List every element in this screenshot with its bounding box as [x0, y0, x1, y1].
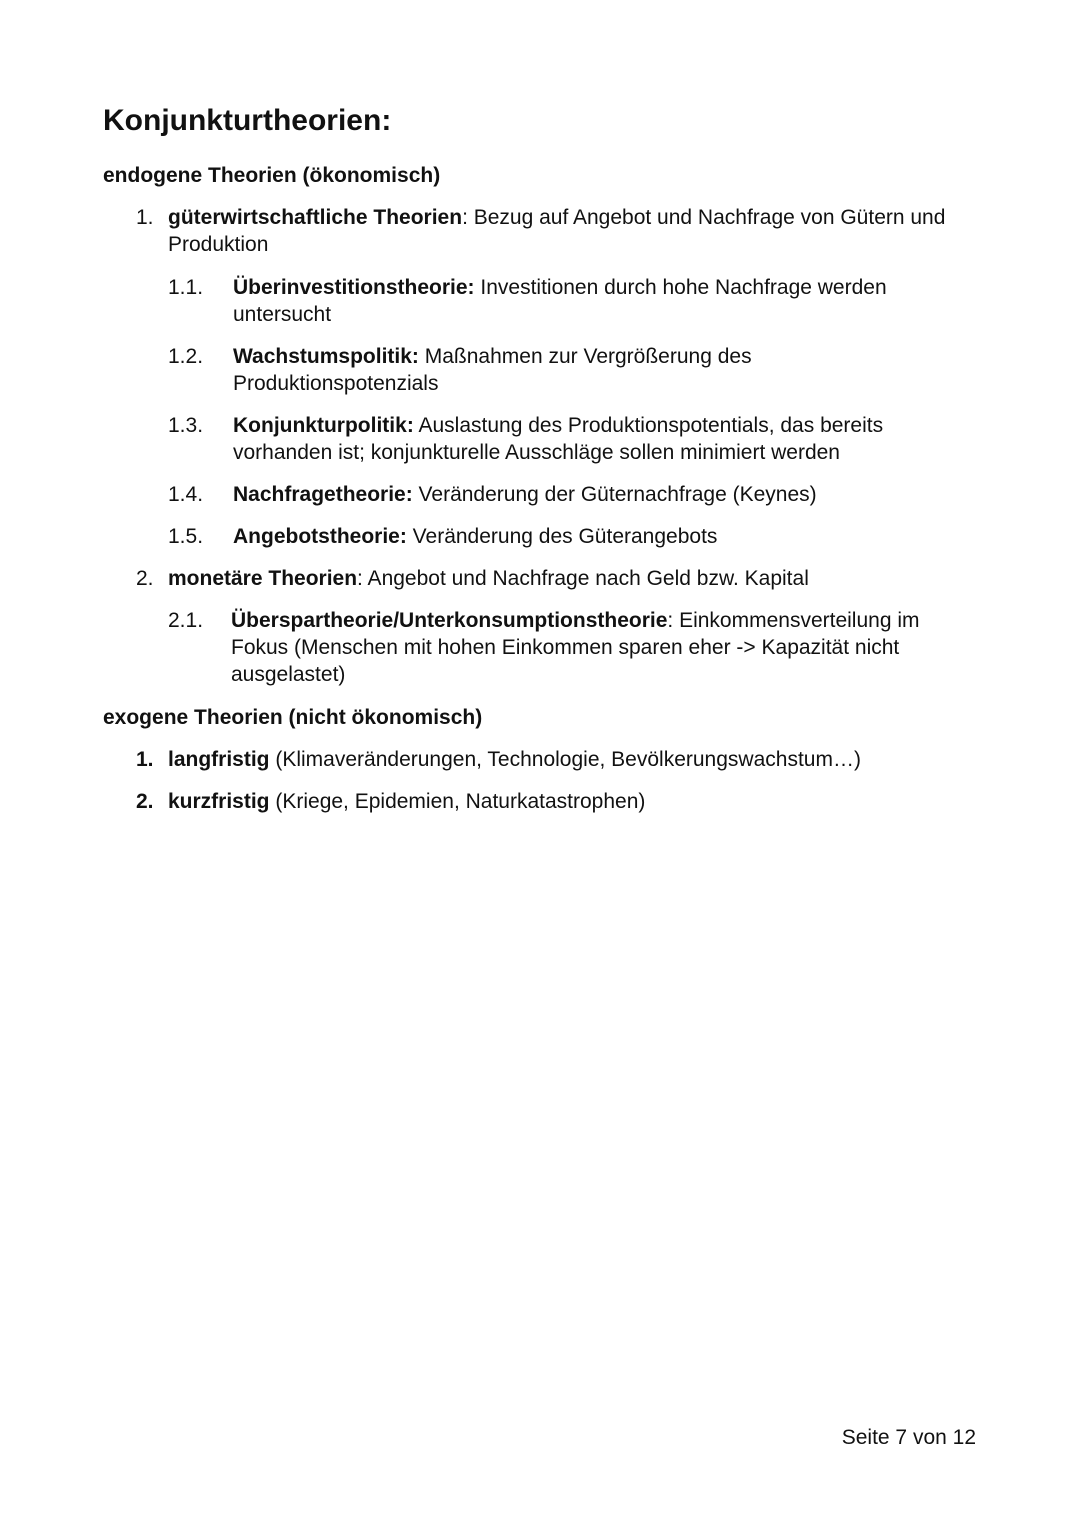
list-text: [231, 607, 956, 688]
list-term: langfristig: [168, 748, 270, 771]
list-desc: : Bezug auf Angebot und Nachfrage von Gütern und Produktion: [168, 206, 946, 256]
list-desc: Veränderung des Güterangebots: [406, 525, 718, 548]
list-desc: (Kriege, Epidemien, Naturkatastrophen): [269, 790, 646, 813]
section-heading-endogen: endogene Theorien (ökonomisch): [103, 164, 441, 187]
list-desc: (Klimaveränderungen, Technologie, Bevölkerungswachstum…): [269, 748, 861, 771]
list-term: monetäre Theorien: [168, 567, 358, 590]
list-number: 1.3.: [168, 414, 204, 437]
list-text: [168, 746, 968, 773]
list-text: [168, 204, 958, 258]
list-term: Überspartheorie/Unterkonsumptionstheorie: [231, 609, 668, 632]
list-text: [233, 343, 793, 397]
list-term: Angebotstheorie:: [233, 525, 407, 548]
list-desc: : Angebot und Nachfrage nach Geld bzw. Kapital: [357, 567, 809, 590]
list-text: [168, 788, 968, 815]
list-desc: : Einkommensverteilung im Fokus (Menschen mit hohen Einkommen sparen eher -> Kapazität nicht ausgelastet): [231, 609, 920, 686]
list-desc: Veränderung der Güternachfrage (Keynes): [412, 483, 817, 506]
list-text: [233, 523, 953, 550]
list-number: 2.1.: [168, 609, 204, 632]
list-term: güterwirtschaftliche Theorien: [168, 206, 463, 229]
list-desc: Investitionen durch hohe Nachfrage werden untersucht: [233, 276, 887, 326]
list-number: 1.5.: [168, 525, 204, 548]
list-number: 2.: [136, 567, 154, 590]
list-term: kurzfristig: [168, 790, 270, 813]
list-text: [233, 274, 933, 328]
page-title: Konjunkturtheorien:: [103, 104, 392, 137]
list-term: Nachfragetheorie:: [233, 483, 413, 506]
list-desc: Maßnahmen zur Vergrößerung des Produktionspotenzials: [233, 345, 752, 395]
list-desc: Auslastung des Produktionspotentials, das bereits vorhanden ist; konjunkturelle Ausschläge sollen minimiert werden: [233, 414, 884, 464]
page-number: Seite 7 von 12: [841, 1426, 976, 1449]
list-number: 1.1.: [168, 276, 204, 299]
list-number: 1.: [136, 748, 154, 771]
list-text: [233, 481, 953, 508]
list-text: [168, 565, 968, 592]
list-term: Konjunkturpolitik:: [233, 414, 414, 437]
list-number: 1.4.: [168, 483, 204, 506]
list-number: 2.: [136, 790, 154, 813]
section-heading-exogen: exogene Theorien (nicht ökonomisch): [103, 706, 483, 729]
list-number: 1.: [136, 206, 154, 229]
list-text: [233, 412, 933, 466]
list-term: Wachstumspolitik:: [233, 345, 419, 368]
list-number: 1.2.: [168, 345, 204, 368]
list-term: Überinvestitionstheorie:: [233, 276, 475, 299]
